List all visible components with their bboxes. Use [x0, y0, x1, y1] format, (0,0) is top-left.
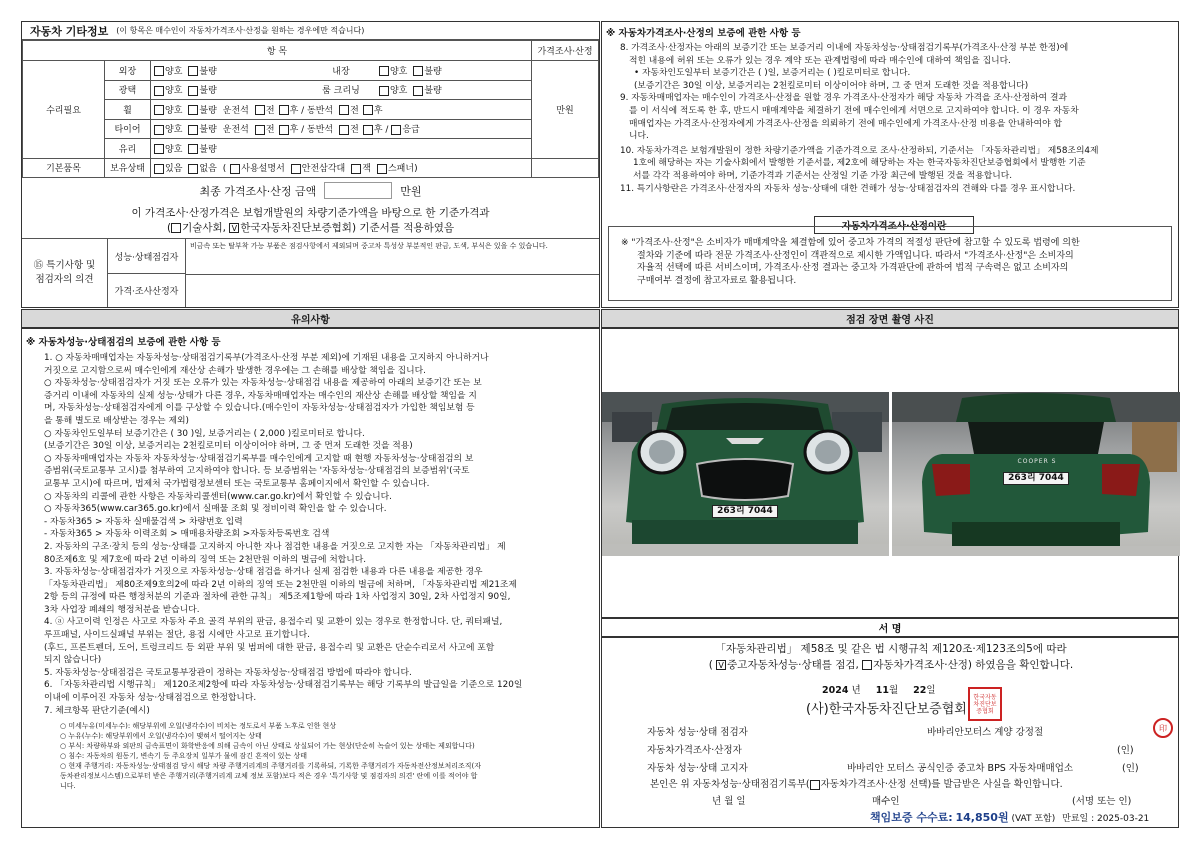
- triangle-checkbox[interactable]: [291, 164, 301, 174]
- row-label: 광택: [105, 80, 151, 100]
- good-checkbox[interactable]: 양호: [154, 67, 182, 77]
- bad-checkbox[interactable]: 불량: [188, 125, 216, 135]
- expiry-date: 만료일 : 2025-03-21: [1062, 814, 1150, 824]
- passenger-label: 동반석: [307, 125, 334, 136]
- section-title: 자동차 기타정보: [30, 24, 109, 38]
- signature-header: 서 명: [601, 618, 1179, 637]
- row-label: 내장: [306, 61, 376, 81]
- perf-inspector-label: 성능·상태점검자: [108, 238, 186, 274]
- spanner-checkbox[interactable]: [377, 164, 387, 174]
- front-checkbox[interactable]: [255, 105, 265, 115]
- sign-row-performance: 자동차 성능·상태 점검자 바바리안모터스 계양 강정절: [647, 727, 1044, 738]
- repair-label: 수리필요: [23, 61, 105, 159]
- emergency-checkbox[interactable]: [391, 125, 401, 135]
- front-checkbox[interactable]: [339, 125, 349, 135]
- driver-label: 운전석: [222, 105, 249, 116]
- row-label: 타이어: [105, 119, 151, 139]
- final-price-input[interactable]: [324, 182, 392, 199]
- bad-checkbox[interactable]: 불량: [188, 86, 216, 96]
- col-item-header: 항 목: [23, 41, 532, 61]
- check-criteria: ○ 미세누유(미세누수): 해당부위에 오일(냉각수)이 비치는 정도로서 부품 노후로 인한 현상 ○ 누유(누수): 해당부위에서 오일(냉각수)이 맺혀서 떨어지는 상태 ○ 부식: 차량하부와 외판의 금속표면이 화학반응에 의해 금속이 아닌 상태로 상실되어 가는 현상(단순히 녹슬어 있는 상태는 제외합니다) ○ 침수: 자동차의 원동기, 변속기 등 주요장치 일부가 물에 잠긴 흔적이 있는 상태 ○ 현재 주행거리: 자동차성능·상태점검 당시 해당 차량 주행거리계의 주행거리를 기록하되, 기록한 주행거리가 자동차전산정보처리조직(자 동차관리정보시스템)으로부터 받은 주행거리(주행거리계 교체 정보 포함)보다 적은 경우 '특기사항 및 점검자의 의견' 란에 이를 적어야 합 니다.: [60, 722, 482, 790]
- notice-text: 1. ○ 자동차매매업자는 자동차성능·상태점검기록부(가격조사·산정 부분 제외)에 기재된 내용을 고지하지 아니하거나 거짓으로 고지함으로써 매수인에게 재산상 손해가 발생한 경우에는 그 손해를 배상할 책임을 집니다. ○ 자동차성능·상태점검자가 거짓 또는 오류가 있는 자동차성능·상태점검 내용을 제공하여 아래의 보증기간 또는 보 증거리 이내에 자동차의 실제 성능·상태가 다른 경우, 자동차매매업자는 매수인의 재산상 손해를 배상할 책임을 지 며, 자동차성능·상태점검자에게 이를 구상할 수 있습니다.(매수인이 자동차성능·상태점검자가 가입한 책임보험 등 을 통해 별도로 배상받는 경우는 제외) ○ 자동차인도일부터 보증기간은 ( 30 )일, 보증거리는 ( 2,000 )킬로미터로 합니다. (보증기간은 30일 이상, 보증거리는 2천킬로미터 이상이어야 하며, 그 중 먼저 도래한 것을 적용) ○ 자동차매매업자는 자동차 자동차성능·상태점검기록부를 매수인에게 고지할 때 현행 자동차성능·상태점검의 보 증범위(국토교통부 고시)를 첨부하여 고지하여야 합니다. 등 보증범위는 '자동차성능·상태점검의 보증범위'(국토 교통부 고시)에 따르며, 법제처 국가법령정보센터 또는 국토교통부 홈페이지에서 확인할 수 있습니다. ○ 자동차의 리콜에 관한 사항은 자동차리콜센터(www.car.go.kr)에서 확인할 수 있습니다. ○ 자동차365(www.car365.go.kr)에서 실매물 조회 및 정비이력 확인을 할 수 있습니다. - 자동차365 > 자동차 실매물검색 > 차량번호 입력 - 자동차365 > 자동차 이력조회 > 매매용차량조회 >자동차등록번호 검색 2. 자동차의 구조·장치 등의 성능·상태를 고지하지 아니한 자나 점검한 내용을 거짓으로 고지한 자는 「자동차관리법」 제 80조제6호 및 제7호에 따라 2년 이하의 징역 또는 2천만원 이하의 벌금에 처합니다. 3. 자동차성능·상태점검자가 거짓으로 자동차성능·상태 점검을 하거나 실제 점검한 내용과 다른 내용을 제공한 경우 「자동차관리법」 제80조제9호의2에 따라 2년 이하의 징역 또는 2천만원 이하의 벌금에 처하며, 「자동차관리법 제21조제 2항 등의 규정에 따른 행정처분의 기준과 절차에 관한 규칙」 제5조제1항에 따라 1차 사업정지 30일, 2차 사업정지 90일, 3차 사업장 폐쇄의 행정처분을 받습니다. 4. ⓐ 사고이력 인정은 사고로 자동차 주요 골격 부위의 판금, 용접수리 및 교환이 있는 경우로 한정합니다. 단, 쿼터패널, 루프패널, 사이드실패널 부위는 절단, 용접 시에만 사고로 표기합니다. (후드, 프론트펜더, 도어, 트렁크리드 등 외판 부위 및 범퍼에 대한 판금, 용접수리 및 교환은 단순수리로서 사고에 포함 되지 않습니다) 5. 자동차성능·상태점검은 국토교통부장관이 정하는 자동차성능·상태점검 방법에 따라야 합니다. 6. 「자동차관리법 시행규칙」 제120조제2항에 따라 자동차성능·상태점검기록부는 해당 기록부의 발급일을 기준으로 120일 이내에 이루어진 자동차 성능·상태점검으로 한정합니다. 7. 체크항목 판단기준(예시): [44, 353, 523, 716]
- notice-section: [21, 328, 600, 828]
- bad-checkbox[interactable]: 불량: [413, 86, 441, 96]
- rear-checkbox[interactable]: [363, 105, 373, 115]
- good-checkbox[interactable]: 양호: [379, 86, 407, 96]
- rear-checkbox[interactable]: [279, 125, 289, 135]
- manual-checkbox[interactable]: [230, 164, 240, 174]
- good-checkbox[interactable]: 양호: [154, 86, 182, 96]
- sign-row-notifier: 자동차 성능·상태 고지자 바바리안 모터스 공식인증 중고차 BPS 자동차매매업소 (인): [647, 763, 1139, 774]
- price-guarantee-header: ※ 자동차가격조사·산정의 보증에 관한 사항 등: [606, 28, 801, 39]
- rear-checkbox[interactable]: [363, 125, 373, 135]
- col-price-header: 가격조사·산정: [532, 41, 599, 61]
- vehicle-other-info-section: [21, 21, 600, 308]
- final-price-row: [22, 179, 599, 202]
- kadi-checkbox[interactable]: V: [229, 223, 239, 233]
- receipt-line: 본인은 위 자동차성능·상태점검기록부( 자동차가격조사·산정 선택)를 발급받은 사실을 확인합니다.: [650, 779, 1063, 790]
- bad-checkbox[interactable]: 불량: [413, 67, 441, 77]
- price-guarantee-text: 8. 가격조사·산정자는 아래의 보증기간 또는 보증거리 이내에 자동차성능·상태점검기록부(가격조사·산정 부분 한정)에 적힌 내용에 허위 또는 오류가 있는 경우 계약 또는 관계법령에 따라 매수인에 대하여 책임을 집니다. • 자동차인도일부터 보증기간은 ( )일, 보증거리는 ( )킬로미터로 합니다. (보증기간은 30일 이상, 보증거리는 2천킬로미터 이상이어야 하며, 그 중 먼저 도래한 것을 적용합니다) 9. 자동차매매업자는 매수인이 가격조사·산정을 원할 경우 가격조사·산정자가 해당 자동차 가격을 조사·산정하여 결과 를 이 서식에 적도록 한 후, 반드시 매매계약을 체결하기 전에 매수인에게 서면으로 고지하여야 합니다. 이 경우 자동차 매매업자는 가격조사·산정자에게 가격조사·산정을 의뢰하기 전에 매수인에게 가격조사·산정 비용을 안내하여야 합 니다. 10. 자동차가격은 보험개발원이 정한 차량기준가액을 기준가격으로 조사·산정하되, 기준서는 「자동차관리법」 제58조의4제 1호에 해당하는 자는 기술사회에서 발행한 기준서를, 제2호에 해당하는 자는 한국자동차진단보증협회에서 발행한 기준 서를 각각 적용하여야 하며, 기준가격과 기준서는 산정일 기준 가장 최근에 발행된 것을 적용합니다. 11. 특기사항란은 가격조사·산정자의 자동차 성능·상태에 대한 견해가 성능·상태점검자의 견해와 다를 경우 표시합니다.: [620, 43, 1099, 194]
- definition-title: 자동차가격조사·산정이란: [814, 216, 974, 234]
- row-label: 휠: [105, 100, 151, 120]
- good-checkbox[interactable]: 양호: [154, 106, 182, 116]
- jack-checkbox[interactable]: [351, 164, 361, 174]
- none-checkbox[interactable]: 없음: [188, 164, 216, 174]
- sign-row-price: 자동차가격조사·산정자 (인): [647, 745, 1134, 756]
- row-label: 외장: [105, 61, 151, 81]
- bad-checkbox[interactable]: 불량: [188, 106, 216, 116]
- inspector-seal: 印: [1153, 718, 1173, 738]
- rear-car-photo: [892, 392, 1180, 556]
- special-notes-label: ⑮ 특기사항 및 점검자의 의견: [22, 238, 108, 307]
- definition-box: ※ "가격조사·산정"은 소비자가 매매계약을 체결함에 있어 중고차 가격의 적절성 판단에 참고할 수 있도록 법령에 의한 절차와 기준에 따라 전문 가격조사·산정인이 객관적으로 제시한 가액입니다. 따라서 "가격조사·산정"은 소비자의 자율적 선택에 따른 서비스이며, 가격조사·산정 결과는 중고차 가격판단에 관하여 법적 구속력은 없고 소비자의 구매여부 결정에 참고자료로 활용됩니다.: [608, 226, 1172, 301]
- price-checkbox[interactable]: [862, 660, 872, 670]
- front-checkbox[interactable]: [339, 105, 349, 115]
- good-checkbox[interactable]: 양호: [154, 145, 182, 155]
- front-car-drawing: [602, 392, 889, 556]
- notice-header: 유의사항: [21, 309, 600, 328]
- front-license-plate: 263리 7044: [712, 505, 778, 518]
- section-note: (이 항목은 매수인이 자동차가격조사·산정을 원하는 경우에만 적습니다): [116, 26, 365, 35]
- fee-line: [870, 809, 1149, 825]
- front-car-photo: [602, 392, 889, 556]
- buyer-line: 년 월 일 매수인 (서명 또는 인): [712, 796, 1132, 807]
- price-inspector-label: 가격·조사산정자: [108, 274, 186, 307]
- bad-checkbox[interactable]: 불량: [188, 145, 216, 155]
- photos-section: [601, 328, 1179, 618]
- price-unit: 만원: [532, 61, 599, 159]
- signature-section: [601, 637, 1179, 828]
- notice-sub-header: ※ 자동차성능·상태점검의 보증에 관한 사항 등: [26, 337, 221, 348]
- sign-legal-line: 「자동차관리법」 제58조 및 같은 법 시행규칙 제120조·제123조의5에 따라: [715, 643, 1067, 655]
- driver-label: 운전석: [222, 125, 249, 136]
- rear-license-plate: 263리 7044: [1003, 472, 1069, 485]
- final-price-label: 최종 가격조사·산정 금액: [199, 184, 317, 198]
- basis-line: 이 가격조사·산정가격은 보험개발원의 차량기준가액을 바탕으로 한 기준가격과: [131, 207, 490, 219]
- fee-value: 14,850원: [955, 811, 1009, 824]
- perf-inspector-note: 비금속 또는 탈부착 가능 부품은 점검사항에서 제외되며 중고차 특성상 부분적인 판금, 도색, 부식은 있을 수 있습니다.: [190, 242, 548, 250]
- basis-options: ( 기술사회, V 한국자동차진단보증협회) 기준서를 적용하였음: [166, 222, 454, 234]
- rear-checkbox[interactable]: [279, 105, 289, 115]
- issuer-org: (사)한국자동차진단보증협회: [806, 702, 967, 717]
- has-checkbox[interactable]: 있음: [154, 164, 182, 174]
- passenger-label: 동반석: [307, 105, 334, 116]
- rear-badge: COOPER S: [1017, 458, 1057, 465]
- basic-item-status: 보유상태: [105, 158, 151, 178]
- performance-checkbox[interactable]: V: [716, 660, 726, 670]
- sign-confirm-line: ( V 중고자동차성능·상태를 점검, 자동차가격조사·산정) 하였음을 확인합니다.: [708, 659, 1074, 671]
- fee-vat: (VAT 포함): [1011, 814, 1056, 824]
- good-checkbox[interactable]: 양호: [379, 67, 407, 77]
- inspection-table: 항 목 가격조사·산정 수리필요 외장 양호 불량 내장 양호 불량 만원 광택 양호 불량 룸 크리닝 양호 불량 휠 양호 불량 운전석 전 후 / 동반석 전 후 타이어 양호 불량 운전석 전 후 / 동반석 전 후 / 응급 유리 양호 불량 기본품목 보유상태 있음 없음 ( 사용설명서 안전삼각대 잭 스패너): [22, 40, 599, 178]
- front-checkbox[interactable]: [255, 125, 265, 135]
- basic-items-label: 기본품목: [23, 158, 105, 178]
- receipt-price-checkbox[interactable]: [810, 780, 820, 790]
- section-title-row: [22, 22, 599, 40]
- tech-society-checkbox[interactable]: [171, 223, 181, 233]
- fee-label: 책임보증 수수료:: [870, 811, 953, 824]
- bad-checkbox[interactable]: 불량: [188, 67, 216, 77]
- sign-date: 2024 년 11월 22일: [822, 685, 936, 696]
- row-label: 유리: [105, 139, 151, 159]
- row-label: 룸 크리닝: [306, 80, 376, 100]
- price-guarantee-section: [601, 21, 1179, 308]
- photos-header: 점검 장면 촬영 사진: [601, 309, 1179, 328]
- final-price-unit: 만원: [400, 184, 422, 198]
- good-checkbox[interactable]: 양호: [154, 125, 182, 135]
- org-seal: 한국자동차진단보증협회: [968, 687, 1002, 721]
